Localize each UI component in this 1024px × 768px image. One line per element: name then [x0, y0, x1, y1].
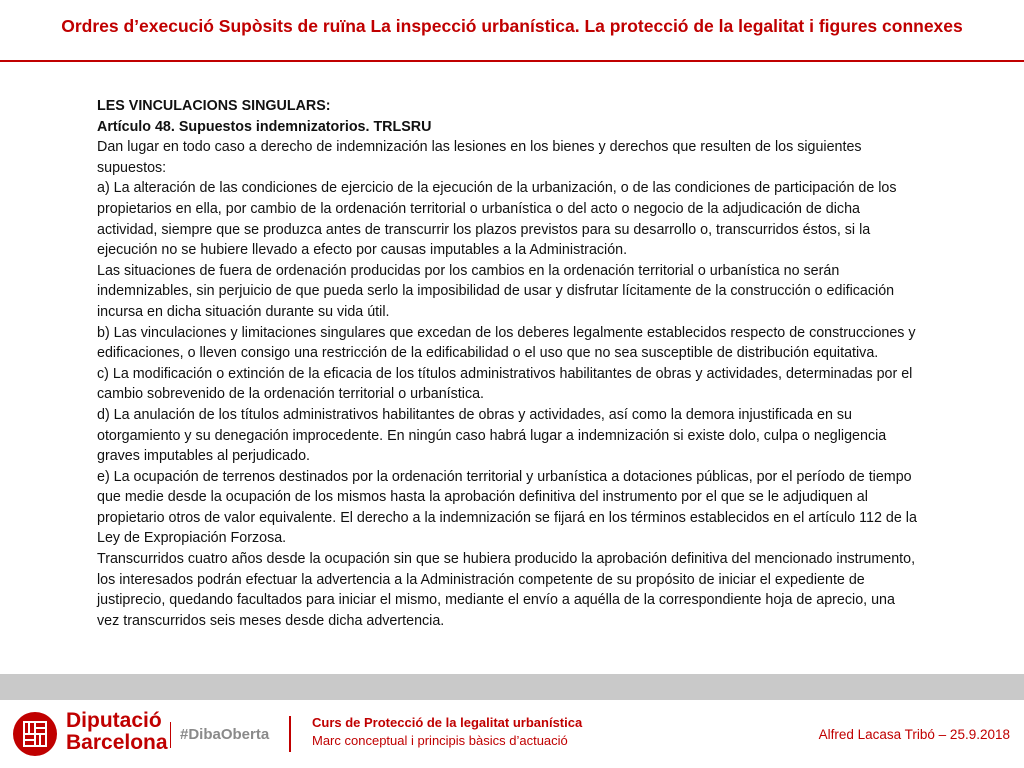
title-divider: [0, 60, 1024, 62]
course-info: [312, 714, 582, 750]
logo-line-1: Diputació: [66, 709, 162, 732]
course-subtitle: Marc conceptual i principis bàsics d’actuació: [312, 733, 568, 748]
author-date: Alfred Lacasa Tribó – 25.9.2018: [818, 727, 1010, 742]
paragraph-a: a) La alteración de las condiciones de ejercicio de la ejecución de la urbanización, o de las condiciones de participación de los propietarios en ella, por cambio de la ordenación territorial o urbanística o del acto o negocio de la adjudicación de dicha actividad, siempre que se produzca antes de transcurrir los plazos previstos para su desarrollo o, transcurridos éstos, si la ejecución no se hubiere llevado a efecto por causas imputables a la Administración.: [97, 180, 897, 259]
logo-line-2: Barcelona: [66, 731, 168, 754]
paragraph-b: b) Las vinculaciones y limitaciones singulares que excedan de los deberes legalmente establecidos respecto de construcciones y edificaciones, o lleven consigo una restricción de la edificabilidad o el uso que no sea susceptible de distribución equitativa.: [97, 324, 916, 362]
footer-band: [0, 674, 1024, 700]
course-title: Curs de Protecció de la legalitat urbanística: [312, 715, 583, 730]
section-heading: LES VINCULACIONS SINGULARS:: [97, 98, 331, 114]
article-heading: Artículo 48. Supuestos indemnizatorios. TRLSRU: [97, 118, 432, 135]
diputacio-logo-text: [66, 710, 168, 754]
hashtag-label: #DibaOberta: [180, 726, 270, 743]
slide-title: Ordres d’execució Supòsits de ruïna La inspecció urbanística. La protecció de la legalitat i figures connexes: [61, 16, 963, 36]
paragraph-e: e) La ocupación de terrenos destinados por la ordenación territorial y urbanística a dotaciones públicas, por el período de tiempo que medie desde la ocupación de los mismos hasta la aprobación definitiva del instrumento por el que se le adjudiquen al propietario otros de valor equivalente. El derecho a la indemnización se fijará en los términos establecidos en el artículo 112 de la Ley de Expropiación Forzosa.: [97, 468, 917, 547]
slide-body: [97, 96, 917, 631]
logo-separator: [170, 722, 171, 748]
paragraph-c: c) La modificación o extinción de la eficacia de los títulos administrativos habilitantes de obras y actividades, determinadas por el cambio sobrevenido de la ordenación territorial o urbanística.: [97, 365, 913, 403]
paragraph-d: d) La anulación de los títulos administrativos habilitantes de obras y actividades, así como la demora injustificada en su otorgamiento y su denegación improcedente. En ningún caso habrá lugar a indemnización si existe dolo, culpa o negligencia graves imputables al perjudicado.: [97, 406, 887, 465]
paragraph-transcurridos: Transcurridos cuatro años desde la ocupación sin que se hubiera producido la aprobación definitiva del mencionado instrumento, los interesados podrán efectuar la advertencia a la Administración competente de su propósito de iniciar el expediente de justiprecio, quedando facultados para iniciar el mismo, mediante el envío a aquélla de la correspondiente hoja de aprecio, una vez transcurridos seis meses desde dicha advertencia.: [97, 551, 916, 629]
diputacio-crest-icon: [12, 711, 58, 757]
paragraph-fuera-ordenacion: Las situaciones de fuera de ordenación producidas por los cambios en la ordenación territorial o urbanística no serán indemnizables, sin perjuicio de que pueda serlo la imposibilidad de usar y disfrutar lícitamente de la construcción o edificación incursa en dicha situación durante su vida útil.: [97, 262, 895, 320]
paragraph-intro: Dan lugar en todo caso a derecho de indemnización las lesiones en los bienes y derechos que resulten de los siguientes supuestos:: [97, 139, 862, 176]
footer: [0, 700, 1024, 768]
footer-separator: [289, 716, 291, 752]
